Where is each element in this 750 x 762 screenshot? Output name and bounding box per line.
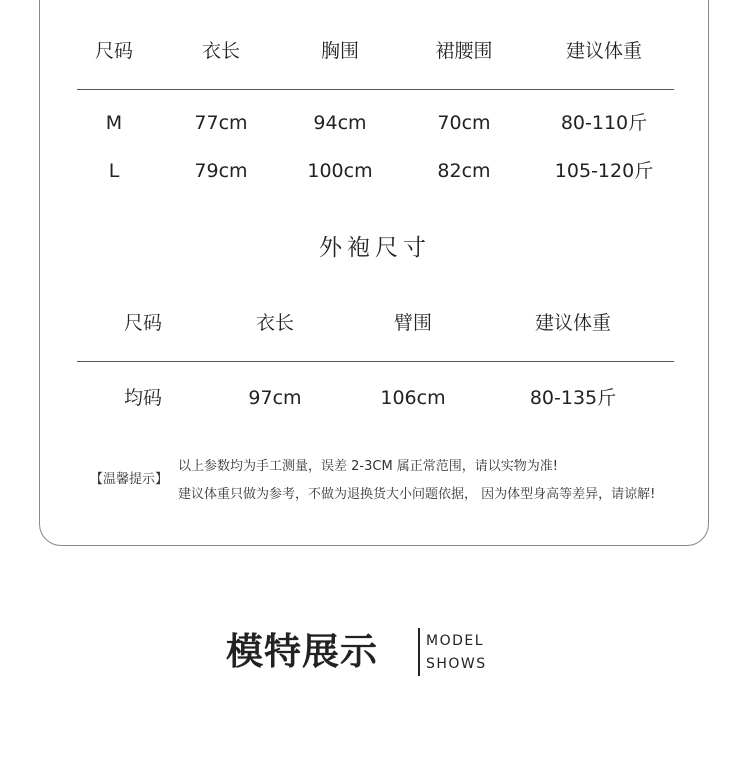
- model-en-line1: MODEL: [426, 633, 485, 649]
- row-size: L: [108, 160, 120, 182]
- header-arm: 臂围: [393, 312, 433, 334]
- row-size: M: [105, 112, 123, 134]
- row-skirt-waist: 82cm: [437, 160, 491, 182]
- header-length: 衣长: [201, 40, 241, 62]
- header-size: 尺码: [123, 312, 163, 334]
- header-size: 尺码: [94, 40, 134, 62]
- size-table-divider: [77, 89, 674, 90]
- header-weight: 建议体重: [565, 40, 643, 62]
- heading-divider: [418, 628, 420, 676]
- header-bust: 胸围: [320, 40, 360, 62]
- tips-line: 以上参数均为手工测量，误差 2-3CM 属正常范围，请以实物为准!: [178, 459, 559, 474]
- row-size: 均码: [123, 387, 163, 409]
- tips-label: 【温馨提示】: [90, 472, 169, 487]
- row-skirt-waist: 70cm: [437, 112, 491, 134]
- table-row: [0, 103, 750, 143]
- model-en-line2: SHOWS: [426, 656, 487, 672]
- row-arm: 106cm: [380, 387, 446, 409]
- header-length: 衣长: [255, 312, 295, 334]
- header-skirt-waist: 裙腰围: [435, 40, 493, 62]
- size-table-header: [0, 31, 750, 71]
- row-length: 79cm: [194, 160, 248, 182]
- outer-section-title: 外袍尺寸: [319, 235, 431, 261]
- outer-table-divider: [77, 361, 674, 362]
- outer-table-header: [0, 303, 750, 343]
- table-row: [0, 378, 750, 418]
- table-row: [0, 151, 750, 191]
- model-section-title: 模特展示: [226, 630, 378, 673]
- row-weight: 80-110斤: [560, 112, 648, 134]
- row-length: 77cm: [194, 112, 248, 134]
- tips-line: 建议体重只做为参考，不做为退换货大小问题依据， 因为体型身高等差异，请谅解!: [178, 487, 656, 502]
- header-weight: 建议体重: [534, 312, 612, 334]
- row-bust: 100cm: [307, 160, 373, 182]
- row-weight: 80-135斤: [529, 387, 617, 409]
- row-bust: 94cm: [313, 112, 367, 134]
- row-length: 97cm: [248, 387, 302, 409]
- row-weight: 105-120斤: [554, 160, 654, 182]
